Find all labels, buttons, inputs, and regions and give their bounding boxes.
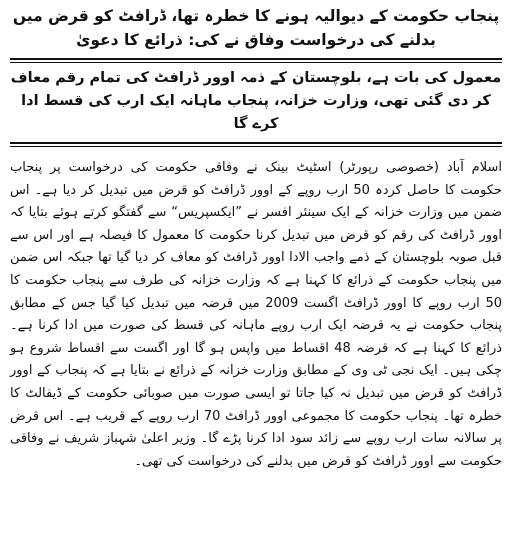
article-subheadline: معمول کی بات ہے، بلوچستان کے ذمہ اوور ڈرافٹ کی تمام رقم معاف کر دی گئی تھی، وزارت خزانہ، پنجاب ماہانہ ایک ارب کی قسط ادا کرے گا xyxy=(10,70,502,132)
subheadline-divider-thick xyxy=(10,142,502,144)
subheadline-divider-thin xyxy=(10,146,502,147)
article-headline: پنجاب حکومت کے دیوالیہ ہونے کا خطرہ تھا، ڈرافٹ کو قرض میں بدلنے کی درخواست وفاق نے کی: ذرائع کا دعویٰ xyxy=(12,7,500,49)
article-dateline: اسلام آباد (خصوصی رپورٹر) xyxy=(339,160,502,175)
article-body xyxy=(10,157,502,473)
article-body-text: اسٹیٹ بینک نے وفاقی حکومت کی درخواست پر پنجاب حکومت کا حاصل کردہ 50 ارب روپے کے اوور ڈرافٹ کو قرض میں تبدیل کر دیا ہے۔ اس ضمن میں وزارت خزانہ کے ایک سینئر افسر نے ”ایکسپریس“ سے گفتگو کرتے ہوئے بتایا کہ اوور ڈرافٹ کی رقم کو قرض میں تبدیل کرنا حکومت کا معمول کا فیصلہ ہے اور اس سے قبل صوبہ بلوچستان کے ذمے واجب الادا اوور ڈرافٹ کو معاف کر دیا گیا تھا جبکہ اس ضمن میں پنجاب حکومت کے ذرائع کا کہنا ہے کہ وزارت خزانہ کی طرف سے پنجاب حکومت کا 50 ارب روپے کا اوور ڈرافٹ اگست 2009 میں قرضہ میں تبدیل کیا گیا جس کے مطابق پنجاب حکومت نے یہ قرضہ ایک ارب روپے ماہانہ کی قسط کی صورت میں ادا کرنا ہے۔ ذرائع کا کہنا ہے کہ قرضہ 48 اقساط میں واپس ہو گا اور اگست سے اقساط شروع ہو چکی ہیں۔ ایک نجی ٹی وی کے مطابق وزارت خزانہ کے ذرائع نے بتایا ہے کہ پنجاب کے اوور ڈرافٹ کو قرض میں تبدیل نہ کیا جاتا تو ایسی صورت میں صوبائی حکومت کے ڈیفالٹ کا خطرہ تھا۔ پنجاب حکومت کا مجموعی اوور ڈرافٹ 70 ارب روپے کے قریب ہے۔ اس قرض پر سالانہ سات ارب روپے سے زائد سود ادا کرنا پڑے گا۔ وزیر اعلیٰ شہباز شریف نے وفاقی حکومت سے اوور ڈرافٹ کو قرض میں بدلنے کی درخواست کی تھی۔ xyxy=(10,160,503,469)
headline-divider-thick xyxy=(10,58,502,60)
headline-divider-thin xyxy=(10,62,502,63)
